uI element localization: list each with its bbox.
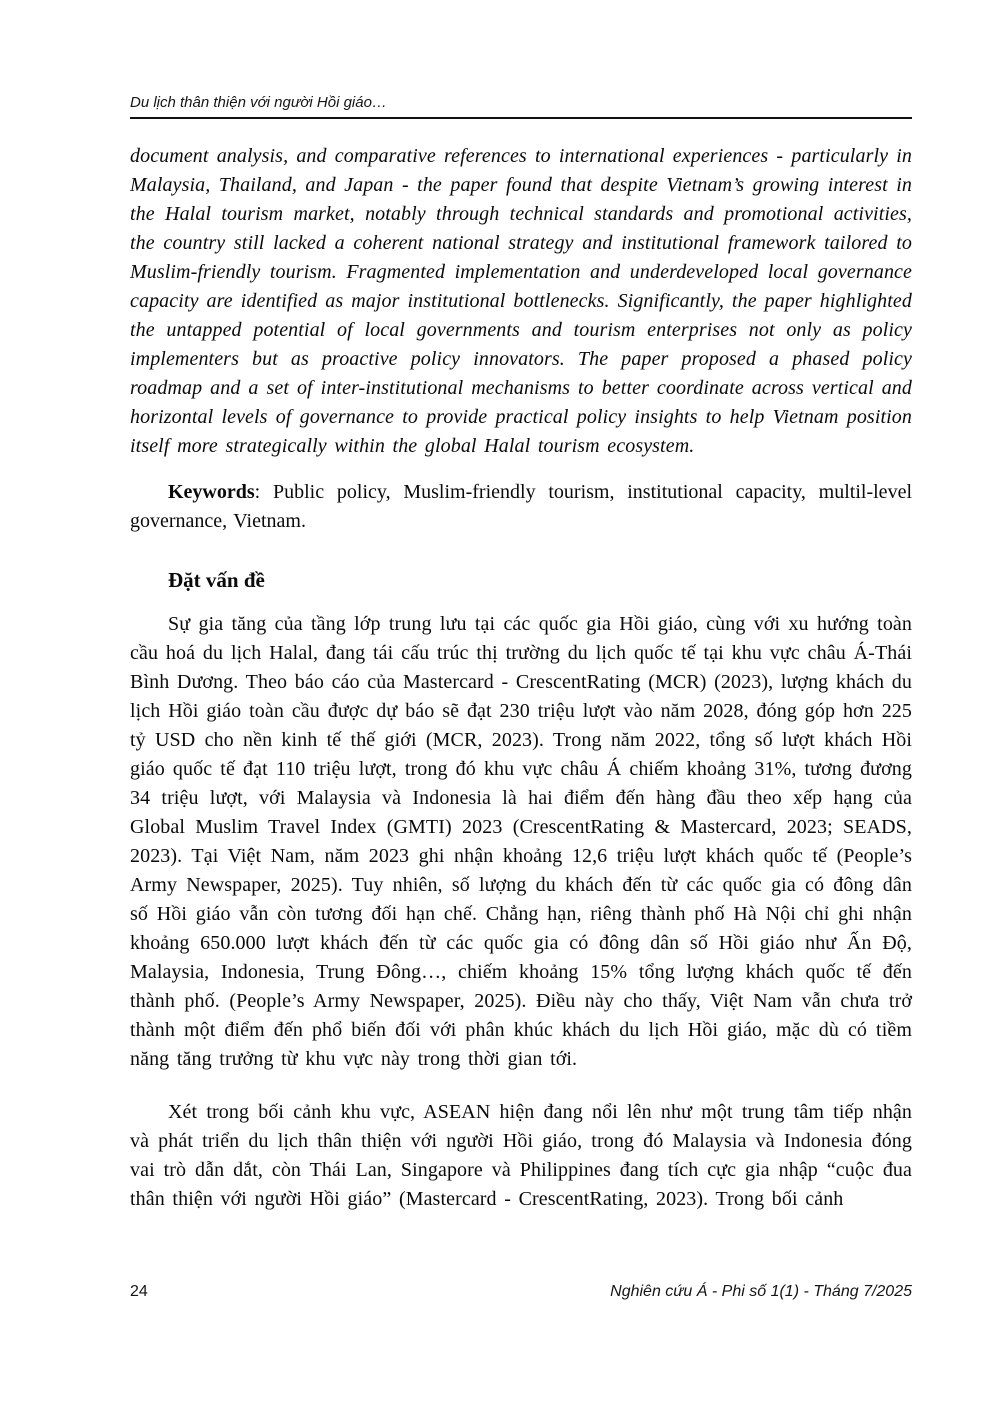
keywords-label: Keywords [168,481,255,503]
keywords-text: : Public policy, Muslim-friendly tourism, institutional capacity, multil-level governance, Vietnam. [130,481,912,532]
page-footer [130,1283,912,1301]
section-heading: Đặt vấn đề [168,568,265,592]
body-paragraph-1: Sự gia tăng của tầng lớp trung lưu tại các quốc gia Hồi giáo, cùng với xu hướng toàn cầu hoá du lịch Halal, đang tái cấu trúc thị trường du lịch quốc tế tại khu vực châu Á-Thái Bình Dương. Theo báo cáo của Mastercard - CrescentRating (MCR) (2023), lượng khách du lịch Hồi giáo toàn cầu được dự báo sẽ đạt 230 triệu lượt vào năm 2028, đóng góp hơn 225 tỷ USD cho nền kinh tế thế giới (MCR, 2023). Trong năm 2022, tổng số lượt khách Hồi giáo quốc tế đạt 110 triệu lượt, trong đó khu vực châu Á chiếm khoảng 31%, tương đương 34 triệu lượt, với Malaysia và Indonesia là hai điểm đến hàng đầu theo xếp hạng của Global Muslim Travel Index (GMTI) 2023 (CrescentRating & Mastercard, 2023; SEADS, 2023). Tại Việt Nam, năm 2023 ghi nhận khoảng 12,6 triệu lượt khách quốc tế (People’s Army Newspaper, 2025). Tuy nhiên, số lượng du khách đến từ các quốc gia có đông dân số Hồi giáo vẫn còn tương đối hạn chế. Chẳng hạn, riêng thành phố Hà Nội chỉ ghi nhận khoảng 650.000 lượt khách đến từ các quốc gia có đông dân số Hồi giáo như Ấn Độ, Malaysia, Indonesia, Trung Đông…, chiếm khoảng 15% tổng lượng khách quốc tế đến thành phố. (People’s Army Newspaper, 2025). Điều này cho thấy, Việt Nam vẫn chưa trở thành một điểm đến phổ biến đối với phân khúc khách du lịch Hồi giáo, mặc dù có tiềm năng tăng trưởng từ khu vực này trong thời gian tới. [130,613,912,1070]
running-title: Du lịch thân thiện với người Hồi giáo… [130,94,387,111]
abstract-paragraph: document analysis, and comparative references to international experiences - particularly in Malaysia, Thailand, and Japan - the paper found that despite Vietnam’s growing interest in the Halal tourism market, notably through technical standards and promotional activities, the country still lacked a coherent national strategy and institutional framework tailored to Muslim-friendly tourism. Fragmented implementation and underdeveloped local governance capacity are identified as major institutional bottlenecks. Significantly, the paper highlighted the untapped potential of local governments and tourism enterprises not only as policy implementers but as proactive policy innovators. The paper proposed a phased policy roadmap and a set of inter-institutional mechanisms to better coordinate across vertical and horizontal levels of governance to provide practical policy insights to help Vietnam position itself more strategically within the global Halal tourism ecosystem. [130,145,912,457]
body-paragraph-2: Xét trong bối cảnh khu vực, ASEAN hiện đang nổi lên như một trung tâm tiếp nhận và phát triển du lịch thân thiện với người Hồi giáo, trong đó Malaysia và Indonesia đóng vai trò dẫn dắt, còn Thái Lan, Singapore và Philippines đang tích cực gia nhập “cuộc đua thân thiện với người Hồi giáo” (Mastercard - CrescentRating, 2023). Trong bối cảnh [130,1101,912,1210]
running-header [130,0,912,119]
journal-info: Nghiên cứu Á - Phi số 1(1) - Tháng 7/2025 [610,1283,912,1300]
keywords-paragraph [130,478,912,536]
page-number: 24 [130,1283,148,1300]
